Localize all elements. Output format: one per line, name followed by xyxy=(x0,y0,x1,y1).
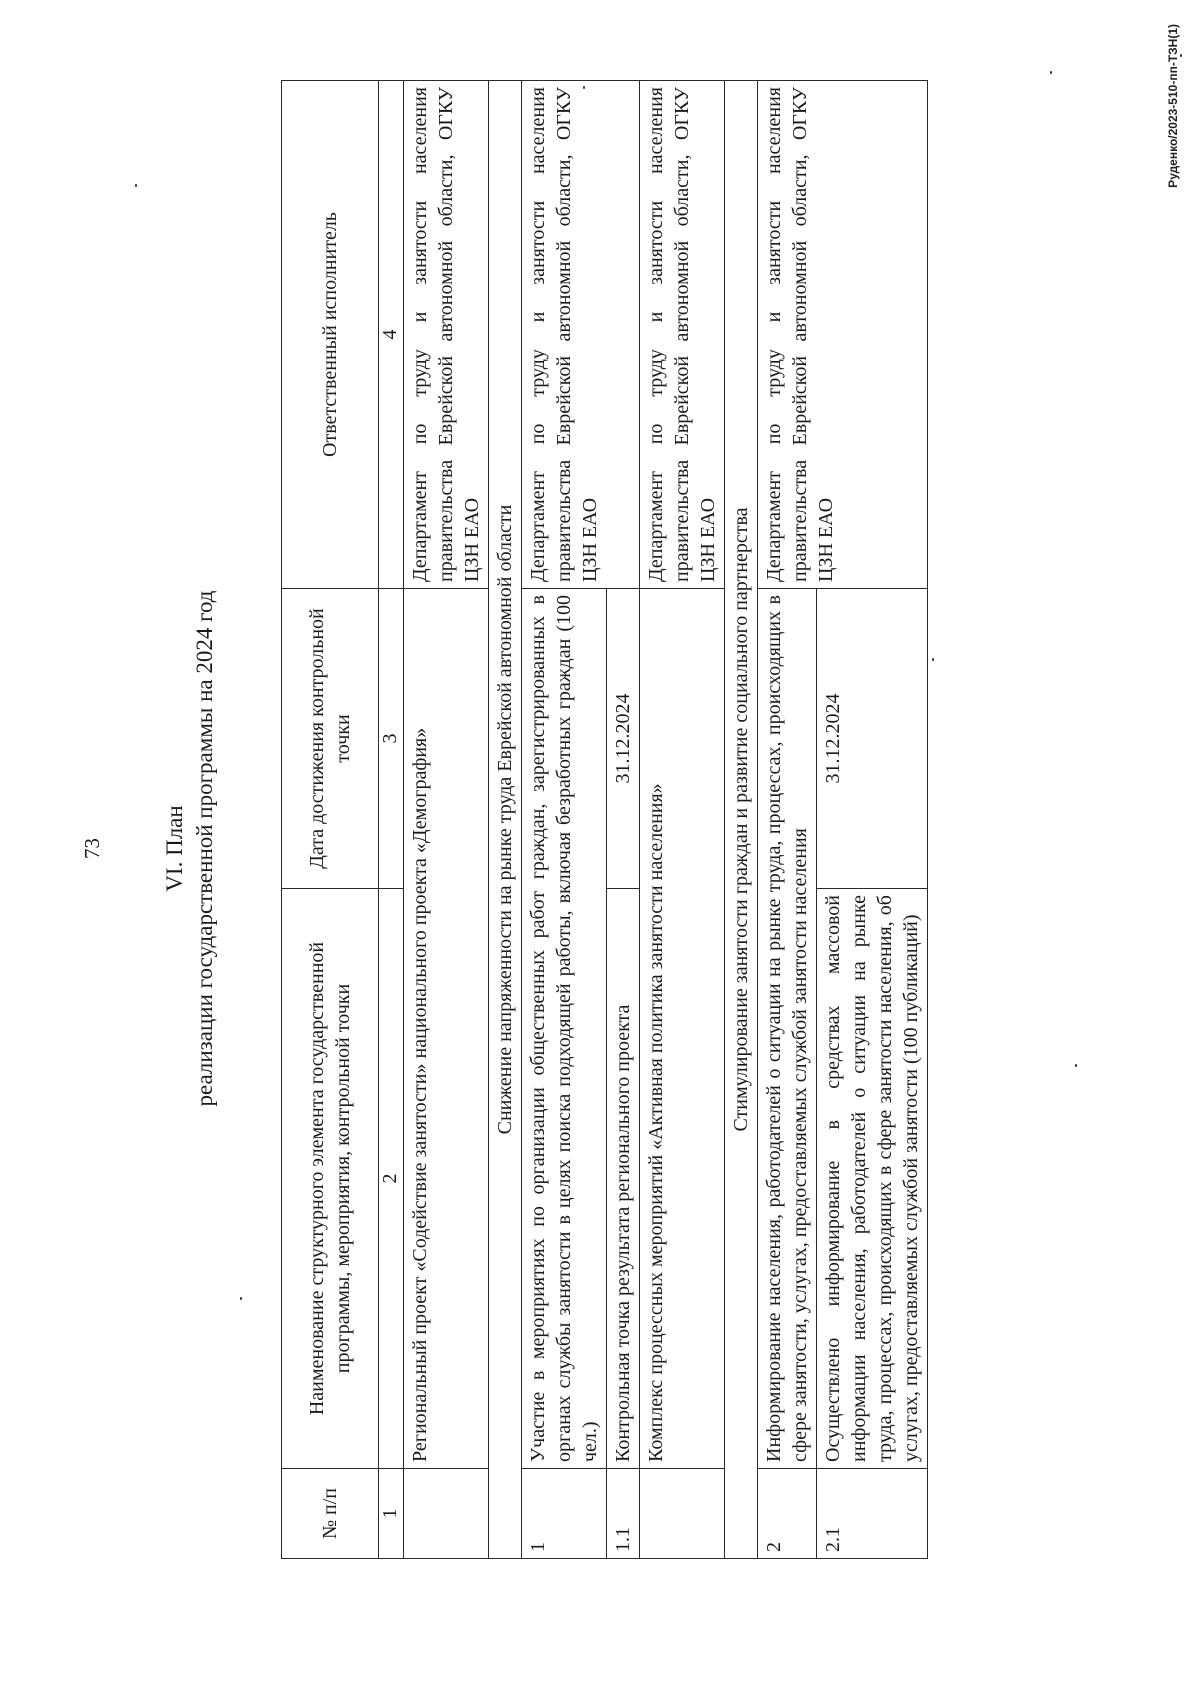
section-row xyxy=(489,81,522,1559)
header-date: Дата достижения контрольной точки xyxy=(282,589,379,889)
row-executor-cell: Департамент по труду и занятости населения правительства Еврейской автономной области, ОГКУ ЦЗН ЕАО xyxy=(522,81,640,589)
title-line-1: VI. План xyxy=(162,805,187,892)
column-number: 4 xyxy=(379,81,404,589)
header-executor: Ответственный исполнитель xyxy=(282,81,379,589)
page-number: 73 xyxy=(80,838,104,859)
row-num-cell: 1 xyxy=(522,1469,607,1559)
section-row xyxy=(725,81,758,1559)
row-num-cell: 2 xyxy=(758,1469,817,1559)
row-name-cell: Участие в мероприятиях по организации общественных работ граждан, зарегистрированных в органах службы занятости в целях поиска подходящей работы, включая безработных граждан (100 чел.) xyxy=(522,589,607,1469)
row-executor-cell: Департамент по труду и занятости населения правительства Еврейской автономной области, ОГКУ ЦЗН ЕАО xyxy=(640,81,725,589)
column-number-row xyxy=(379,81,404,1559)
row-name-cell: Комплекс процессных мероприятий «Активная политика занятости населения» xyxy=(640,589,725,1469)
plan-table xyxy=(281,80,928,1559)
table-row xyxy=(640,81,725,1559)
column-number: 3 xyxy=(379,589,404,889)
title-line-2: реализации государственной программы на 2024 год xyxy=(192,590,217,1107)
header-num: № п/п xyxy=(282,1469,379,1559)
row-name-cell: Осуществлено информирование в средствах массовой информации населения, работодателей о ситуации на рынке труда, процессах, происходящих в сфере занятости населения, об услугах, предоставляемых службой занятости (100 публикаций) xyxy=(817,889,928,1469)
section-heading: Снижение напряженности на рынке труда Еврейской автономной области xyxy=(489,81,522,1559)
column-number: 1 xyxy=(379,1469,404,1559)
scan-speck xyxy=(135,184,137,187)
page-title xyxy=(160,0,220,1697)
row-name-cell: Контрольная точка результата регионального проекта xyxy=(607,889,640,1469)
row-name-cell: Информирование населения, работодателей о ситуации на рынке труда, процессах, происходящих в сфере занятости, услугах, предоставляемых службой занятости населения xyxy=(758,589,817,1469)
row-num-cell: 1.1 xyxy=(607,1469,640,1559)
document-code: Руденко/2023-510-пп-ТЗН(1) xyxy=(1166,24,1180,188)
row-name-cell: Региональный проект «Содействие занятости» национального проекта «Демография» xyxy=(404,589,489,1469)
row-date-cell: 31.12.2024 xyxy=(817,589,928,889)
row-num-cell: 2.1 xyxy=(817,1469,928,1559)
section-heading: Стимулирование занятости граждан и развитие социального партнерства xyxy=(725,81,758,1559)
row-date-cell: 31.12.2024 xyxy=(607,589,640,889)
scan-speck xyxy=(1050,71,1052,74)
table-header-row xyxy=(282,81,379,1559)
scan-speck xyxy=(240,1297,242,1300)
row-executor-cell: Департамент по труду и занятости населения правительства Еврейской автономной области, ОГКУ ЦЗН ЕАО xyxy=(758,81,928,589)
table-row xyxy=(522,81,607,1559)
header-name: Наименование структурного элемента государственной программы, мероприятия, контрольной точки xyxy=(282,889,379,1469)
scan-speck xyxy=(932,658,934,661)
row-executor-cell: Департамент по труду и занятости населения правительства Еврейской автономной области, ОГКУ ЦЗН ЕАО xyxy=(404,81,489,589)
table-row xyxy=(758,81,817,1559)
scan-speck xyxy=(583,86,585,89)
column-number: 2 xyxy=(379,889,404,1469)
row-num-cell xyxy=(640,1469,725,1559)
scan-speck xyxy=(1180,54,1182,57)
row-num-cell xyxy=(404,1469,489,1559)
scan-speck xyxy=(1075,1064,1077,1067)
table-row xyxy=(404,81,489,1559)
